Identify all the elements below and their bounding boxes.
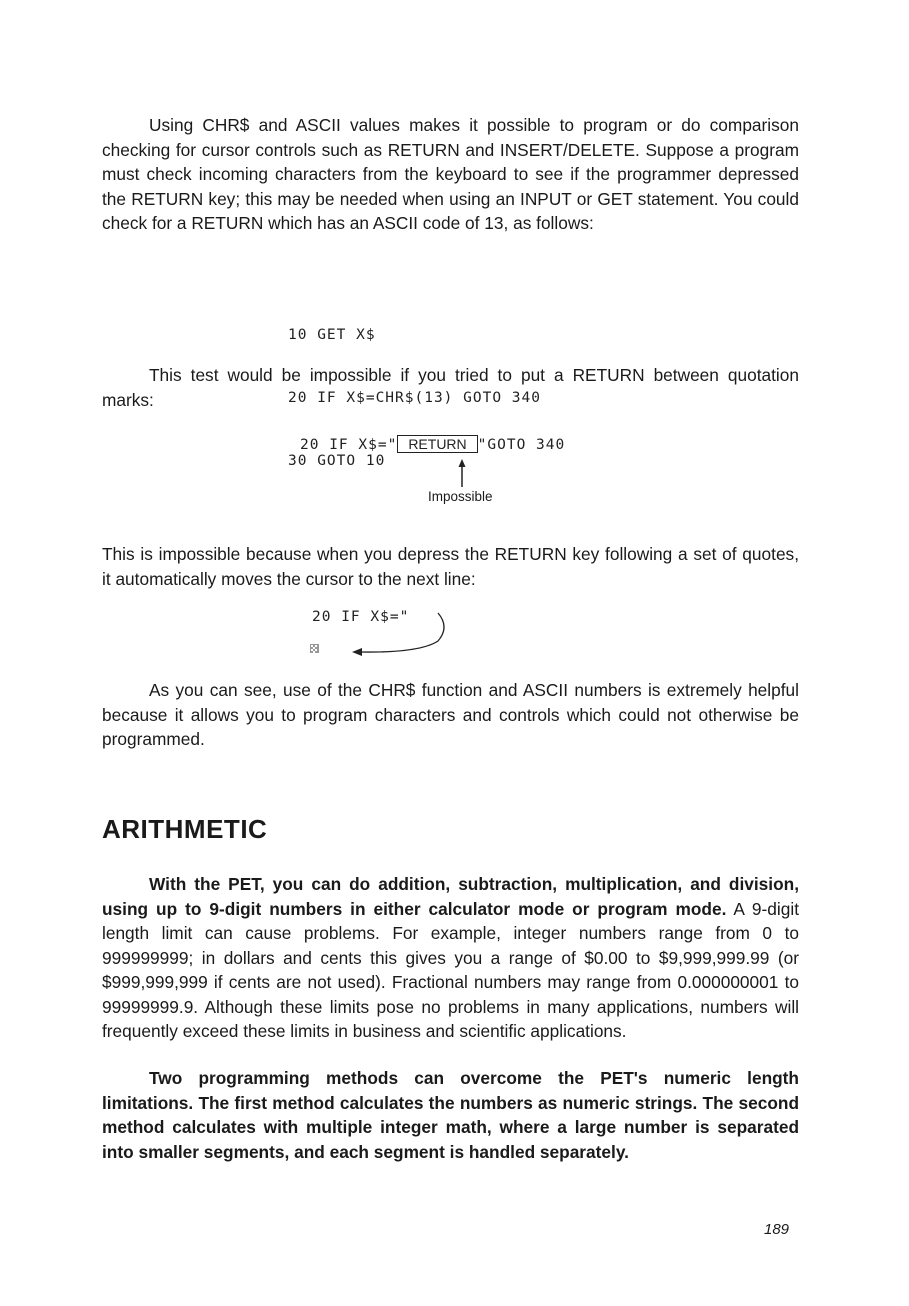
- code-fragment: 20 IF X$=": [300, 437, 398, 453]
- paragraph-cursor-moves: This is impossible because when you depress the RETURN key following a set of quotes, it automatically moves the cursor to the next line:: [102, 544, 799, 589]
- return-key-box: RETURN: [397, 435, 477, 453]
- paragraph-arithmetic-limits: [102, 872, 799, 1044]
- code-line-return-quotes: [300, 434, 565, 456]
- code-line: 30 GOTO 10: [288, 453, 386, 469]
- paragraph-chr-helpful: As you can see, use of the CHR$ function and ASCII numbers is extremely helpful because it allows you to program characters and controls which could not otherwise be programmed.: [102, 680, 799, 749]
- page-number: 189: [764, 1221, 790, 1238]
- code-fragment: "GOTO 340: [477, 437, 566, 453]
- code-line-quote: 20 IF X$=": [312, 609, 410, 625]
- paragraph-body: A 9-digit length limit can cause problems. For example, integer numbers range from 0 to 999999999; in dollars and cents this gives you a range of $0.00 to $9,999,999.99 (or $999,999,999 if cents are not used). Fractional numbers may range from 0.000000001 to 99999999.9. Although these limits pose no problems in many applications, numbers will frequently exceed these limits in business and scientific applications.: [102, 898, 799, 1041]
- section-heading: ARITHMETIC: [102, 814, 268, 844]
- code-line: 20 IF X$=CHR$(13) GOTO 340: [288, 390, 541, 406]
- paragraph-chr-ascii: Using CHR$ and ASCII values makes it possible to program or do comparison checking for cursor controls such as RETURN and INSERT/DELETE. Suppose a program must check incoming characters from the keyboard to see if the programmer depressed the RETURN key; this may be needed when using an INPUT or GET statement. You could check for a RETURN which has an ASCII code of 13, as follows:: [102, 115, 799, 233]
- paragraph-impossible-test: This test would be impossible if you tried to put a RETURN between quotation marks:: [102, 365, 799, 410]
- paragraph-lead-bold: With the PET, you can do addition, subtraction, multiplication, and division, using up to 9-digit numbers in either calculator mode or program mode.: [102, 874, 799, 919]
- cursor-arrow-illustration: [300, 611, 460, 666]
- up-arrow-icon: [456, 459, 468, 489]
- code-line: 10 GET X$: [288, 327, 376, 343]
- impossible-caption: Impossible: [428, 489, 493, 504]
- paragraph-two-methods: Two programming methods can overcome the PET's numeric length limitations. The first method calculates the numbers as numeric strings. The second method calculates with multiple integer math, where a large number is separated into smaller segments, and each segment is handled separately.: [102, 1068, 799, 1162]
